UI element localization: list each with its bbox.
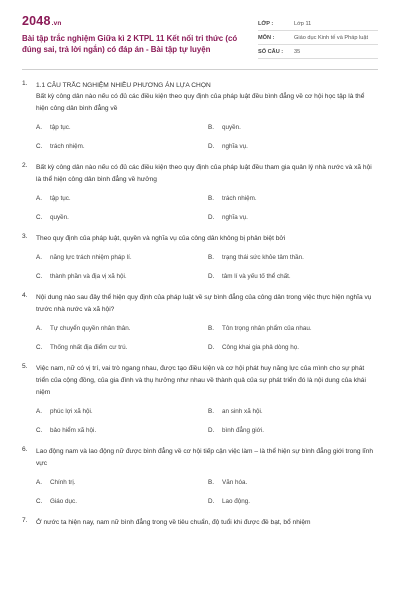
option-letter: D. [208, 214, 215, 221]
option-text: Văn hóa. [222, 479, 248, 486]
option-text: Tự chuyển quyền nhân thân. [50, 325, 131, 332]
answer-options [36, 189, 378, 227]
option-text: trách nhiệm. [222, 195, 257, 202]
meta-row [258, 31, 378, 45]
meta-key: SỐ CÂU : [258, 48, 284, 55]
answer-option[interactable] [208, 492, 368, 511]
answer-option[interactable] [208, 319, 368, 338]
option-text: tập tục. [50, 124, 71, 131]
option-letter: D. [208, 498, 215, 505]
option-letter: A. [36, 124, 42, 131]
site-logo[interactable] [22, 14, 247, 28]
option-text: Chính trị. [50, 479, 76, 486]
logo-text: 2048 [22, 14, 51, 28]
answer-option[interactable] [36, 248, 208, 267]
document-title: Bài tập trắc nghiệm Giữa kì 2 KTPL 11 Kết nối tri thức (có đúng sai, trả lời ngắn) có đáp án - Bài tập tự luyện [22, 34, 238, 54]
option-text: phúc lợi xã hội. [50, 408, 93, 415]
meta-value: Giáo dục Kinh tế và Pháp luật [294, 34, 369, 41]
question-item [22, 363, 378, 440]
section-heading: 1.1 CÂU TRẮC NGHIỆM NHIỀU PHƯƠNG ÁN LỰA CHỌN [36, 82, 211, 89]
answer-option[interactable] [208, 402, 368, 421]
answer-options [36, 402, 378, 440]
option-text: Lao động. [222, 498, 251, 505]
question-body [36, 446, 378, 511]
option-letter: A. [36, 479, 42, 486]
meta-key: MÔN : [258, 34, 275, 41]
option-letter: B. [208, 325, 214, 332]
question-number: 4. [22, 292, 28, 299]
answer-option[interactable] [36, 137, 208, 156]
option-text: bình đẳng giới. [222, 427, 264, 434]
option-text: Thống nhất địa điểm cư trú. [50, 344, 128, 351]
answer-option[interactable] [208, 421, 368, 440]
answer-option[interactable] [208, 473, 368, 492]
answer-option[interactable] [36, 267, 208, 286]
option-text: quyền. [222, 124, 241, 131]
meta-value: 35 [294, 48, 301, 55]
question-body [36, 162, 378, 227]
question-body [36, 233, 378, 286]
answer-option[interactable] [36, 189, 208, 208]
answer-option[interactable] [36, 208, 208, 227]
option-text: trách nhiệm. [50, 143, 85, 150]
question-body [36, 292, 378, 357]
answer-option[interactable] [36, 338, 208, 357]
logo-suffix: .vn [51, 20, 62, 27]
header [22, 14, 378, 59]
question-text: Bất kỳ công dân nào nếu có đủ các điều kiện theo quy định của pháp luật đều tham gia quản lý nhà nước và xã hội là thể hiện công dân bình đẳng về hưởng [36, 164, 372, 183]
answer-option[interactable] [208, 208, 368, 227]
option-text: tâm lí và yếu tố thể chất. [222, 273, 291, 280]
answer-option[interactable] [208, 248, 368, 267]
meta-row [258, 17, 378, 31]
option-text: Công khai gia phả dòng họ. [222, 344, 300, 351]
option-text: bảo hiểm xã hội. [50, 427, 97, 434]
option-letter: C. [36, 273, 43, 280]
option-text: thành phần và địa vị xã hội. [50, 273, 127, 280]
option-letter: C. [36, 427, 43, 434]
answer-option[interactable] [36, 492, 208, 511]
answer-option[interactable] [36, 421, 208, 440]
answer-option[interactable] [208, 189, 368, 208]
question-text: Việc nam, nữ có vị trí, vai trò ngang nhau, được tạo điều kiện và cơ hội phát huy năng lực của mình cho sự phát triển của cộng đồng, của gia đình và thụ hưởng như nhau về thành quả của sự phát triển đó là nội dung của khái niệm [36, 365, 366, 396]
option-letter: A. [36, 408, 42, 415]
question-body [36, 80, 378, 156]
header-left [22, 14, 247, 55]
question-body [36, 517, 378, 529]
answer-option[interactable] [208, 137, 368, 156]
option-letter: B. [208, 479, 214, 486]
meta-table [258, 17, 378, 59]
question-number: 6. [22, 446, 28, 453]
option-letter: A. [36, 325, 42, 332]
option-letter: D. [208, 344, 215, 351]
option-letter: D. [208, 273, 215, 280]
question-text: Bất kỳ công dân nào nếu có đủ các điều kiện theo quy định của pháp luật đều bình đẳng về cơ hội học tập là thể hiện công dân bình đẳng về [36, 93, 365, 112]
answer-option[interactable] [208, 118, 368, 137]
answer-options [36, 473, 378, 511]
option-letter: B. [208, 254, 214, 261]
question-item [22, 517, 378, 529]
question-item [22, 292, 378, 357]
option-letter: D. [208, 427, 215, 434]
question-item [22, 80, 378, 156]
answer-options [36, 118, 378, 156]
answer-option[interactable] [36, 402, 208, 421]
question-text: Lao động nam và lao động nữ được bình đẳng về cơ hội tiếp cận việc làm – là thể hiện sự bình đẳng giới trong lĩnh vực [36, 448, 374, 467]
header-divider [22, 69, 378, 70]
option-text: an sinh xã hội. [222, 408, 263, 415]
option-letter: B. [208, 408, 214, 415]
question-item [22, 233, 378, 286]
question-text: Nội dung nào sau đây thể hiện quy định của pháp luật về sự bình đẳng của công dân trong việc thực hiện nghĩa vụ trước nhà nước và xã hội? [36, 294, 372, 313]
option-text: Giáo dục. [50, 498, 77, 505]
meta-row [258, 45, 378, 59]
question-list [22, 80, 378, 529]
meta-value: Lớp 11 [294, 20, 312, 27]
option-letter: C. [36, 344, 43, 351]
answer-option[interactable] [36, 118, 208, 137]
option-text: nghĩa vụ. [222, 214, 248, 221]
option-text: tập tục. [50, 195, 71, 202]
option-letter: C. [36, 214, 43, 221]
option-letter: C. [36, 143, 43, 150]
answer-option[interactable] [36, 473, 208, 492]
answer-options [36, 248, 378, 286]
question-item [22, 446, 378, 511]
question-body [36, 363, 378, 440]
option-text: năng lực trách nhiệm pháp lí. [50, 254, 132, 261]
option-text: nghĩa vụ. [222, 143, 248, 150]
option-letter: C. [36, 498, 43, 505]
question-text: Ở nước ta hiện nay, nam nữ bình đẳng trong về tiêu chuẩn, độ tuổi khi được đề bạt, bổ nhiệm [36, 519, 311, 526]
option-letter: A. [36, 254, 42, 261]
option-text: trạng thái sức khỏe tâm thần. [222, 254, 304, 261]
question-number: 5. [22, 363, 28, 370]
answer-option[interactable] [208, 267, 368, 286]
question-number: 7. [22, 517, 28, 524]
option-letter: B. [208, 195, 214, 202]
question-text: Theo quy định của pháp luật, quyền và nghĩa vụ của công dân không bị phân biệt bởi [36, 235, 286, 242]
answer-options [36, 319, 378, 357]
question-number: 2. [22, 162, 28, 169]
question-number: 3. [22, 233, 28, 240]
answer-option[interactable] [208, 338, 368, 357]
option-text: quyền. [50, 214, 69, 221]
option-text: Tôn trọng nhân phẩm của nhau. [222, 325, 312, 332]
question-item [22, 162, 378, 227]
answer-option[interactable] [36, 319, 208, 338]
option-letter: A. [36, 195, 42, 202]
question-number: 1. [22, 80, 28, 87]
option-letter: D. [208, 143, 215, 150]
option-letter: B. [208, 124, 214, 131]
meta-key: LỚP : [258, 20, 274, 27]
